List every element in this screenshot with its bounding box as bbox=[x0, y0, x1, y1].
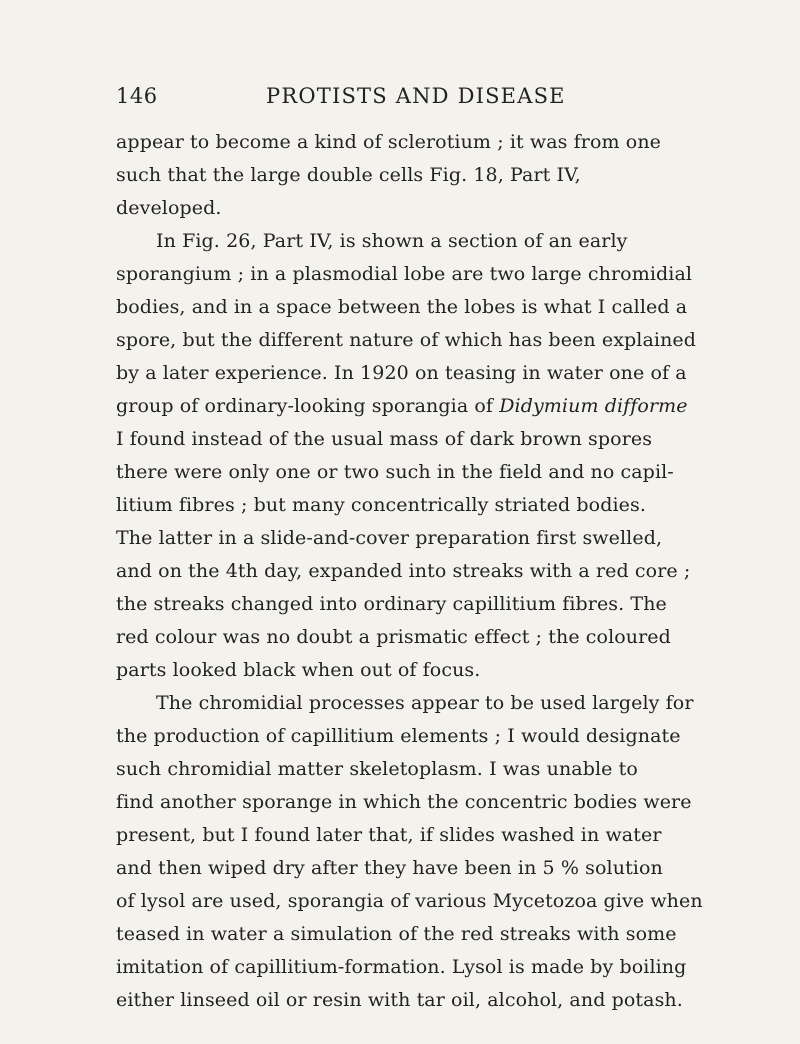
body-text bbox=[116, 126, 703, 1017]
text-line: developed. bbox=[116, 197, 222, 219]
text-line: bodies, and in a space between the lobes is what I called a bbox=[116, 296, 688, 318]
text-line: either linseed oil or resin with tar oil, alcohol, and potash. bbox=[116, 989, 683, 1011]
text-line bbox=[116, 390, 696, 423]
species-name: Didymium difforme bbox=[499, 395, 688, 417]
text-line: appear to become a kind of sclerotium ; it was from one bbox=[116, 131, 661, 153]
text-line: such chromidial matter skeletoplasm. I was unable to bbox=[116, 758, 638, 780]
text-line: there were only one or two such in the field and no capil- bbox=[116, 461, 674, 483]
text-line: The latter in a slide-and-cover preparation first swelled, bbox=[116, 527, 663, 549]
text-line: red colour was no doubt a prismatic effect ; the coloured bbox=[116, 626, 671, 648]
text-line: imitation of capillitium-formation. Lysol is made by boiling bbox=[116, 956, 687, 978]
text-line: and on the 4th day, expanded into streaks with a red core ; bbox=[116, 560, 691, 582]
text-line: The chromidial processes appear to be used largely for bbox=[156, 692, 694, 714]
text-line: of lysol are used, sporangia of various Mycetozoa give when bbox=[116, 890, 703, 912]
text-line: the production of capillitium elements ; I would designate bbox=[116, 725, 681, 747]
text-line: litium fibres ; but many concentrically striated bodies. bbox=[116, 494, 646, 516]
text-segment: group of ordinary-looking sporangia of bbox=[116, 395, 494, 417]
page-header bbox=[116, 84, 686, 118]
text-line: parts looked black when out of focus. bbox=[116, 659, 481, 681]
text-line: by a later experience. In 1920 on teasing in water one of a bbox=[116, 362, 687, 384]
text-line: find another sporange in which the concentric bodies were bbox=[116, 791, 692, 813]
running-head: PROTISTS AND DISEASE bbox=[266, 84, 566, 108]
text-line: sporangium ; in a plasmodial lobe are two large chromidial bbox=[116, 263, 693, 285]
text-line: I found instead of the usual mass of dark brown spores bbox=[116, 428, 653, 450]
text-line: such that the large double cells Fig. 18, Part IV, bbox=[116, 164, 581, 186]
text-line: In Fig. 26, Part IV, is shown a section of an early bbox=[156, 230, 628, 252]
text-line: spore, but the different nature of which has been explained bbox=[116, 329, 697, 351]
text-line: present, but I found later that, if slides washed in water bbox=[116, 824, 662, 846]
page-number: 146 bbox=[116, 84, 158, 108]
text-line: the streaks changed into ordinary capillitium fibres. The bbox=[116, 593, 667, 615]
text-line: and then wiped dry after they have been in 5 % solution bbox=[116, 857, 663, 879]
text-line: teased in water a simulation of the red streaks with some bbox=[116, 923, 677, 945]
